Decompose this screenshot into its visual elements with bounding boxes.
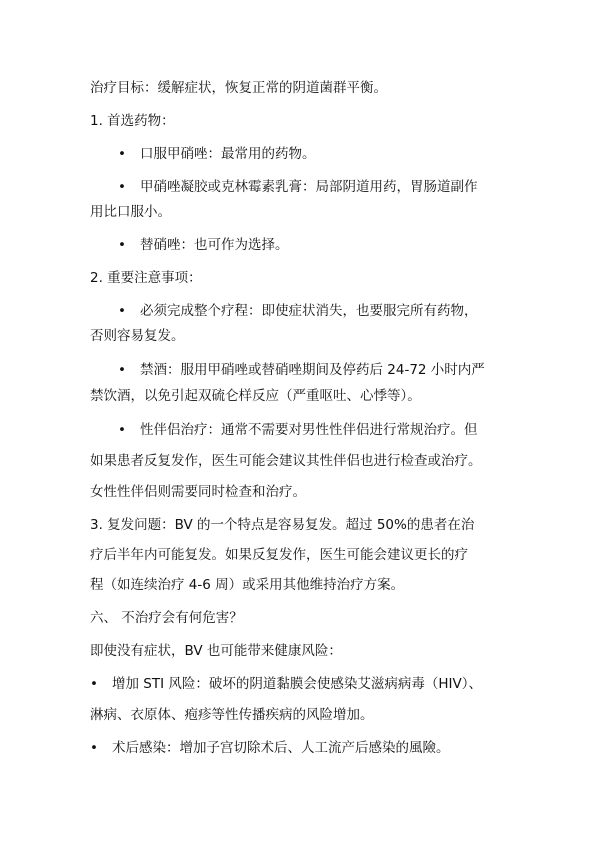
list-item-text: 性伴侣治疗：通常不需要对男性性伴侣进行常规治疗。但 — [140, 422, 478, 438]
list-item-text: 替硝唑：也可作为选择。 — [140, 237, 289, 253]
section3-line: 程（如连续治疗 4-6 周）或采用其他维持治疗方案。 — [90, 577, 405, 593]
section3-line: 疗后半年内可能复发。如果反复发作，医生可能会建议更长的疗 — [90, 547, 468, 563]
list-item-continuation: 禁饮酒，以免引起双硫仑样反应（严重呕吐、心悸等）。 — [90, 388, 421, 404]
list-item-text: 甲硝唑凝胶或克林霉素乳膏：局部阴道用药，胃肠道副作 — [140, 179, 478, 195]
bullet: • — [90, 740, 98, 756]
bullet: • — [118, 362, 126, 378]
section1-heading: 1. 首选药物： — [90, 113, 175, 129]
list-item — [118, 177, 538, 197]
list-item — [118, 144, 538, 164]
list-item-text: 禁酒：服用甲硝唑或替硝唑期间及停药后 24-72 小时内严 — [140, 362, 485, 378]
list-item — [118, 301, 538, 321]
bullet: • — [118, 179, 126, 195]
list-item-text: 必须完成整个疗程：即使症状消失，也要服完所有药物， — [140, 303, 478, 319]
list-item-continuation: 淋病、衣原体、疱疹等性传播疾病的风险增加。 — [90, 707, 374, 723]
list-item-text: 术后感染：增加子宫切除术后、人工流产后感染的風險。 — [112, 740, 450, 756]
intro-paragraph: 治疗目标：缓解症状，恢复正常的阴道菌群平衡。 — [90, 80, 387, 96]
list-item — [118, 235, 538, 255]
list-item-continuation: 如果患者反复发作，医生可能会建议其性伴侣也进行检查或治疗。 — [90, 453, 482, 469]
list-item-continuation: 女性性伴侣则需要同时检查和治疗。 — [90, 484, 306, 500]
bullet: • — [118, 146, 126, 162]
section3-line: 3. 复发问题：BV 的一个特点是容易复发。超过 50%的患者在治 — [90, 517, 475, 533]
list-item-text: 增加 STI 风险：破坏的阴道黏膜会使感染艾滋病病毒（HIV）、 — [112, 676, 482, 692]
list-item-continuation: 用比口服小。 — [90, 204, 171, 220]
list-item — [118, 420, 538, 440]
section2-heading: 2. 重要注意事项： — [90, 270, 202, 286]
bullet: • — [118, 422, 126, 438]
section6-intro: 即使没有症状，BV 也可能带来健康风险： — [90, 643, 342, 659]
list-item-text: 口服甲硝唑：最常用的药物。 — [140, 146, 316, 162]
list-item-continuation: 否则容易复发。 — [90, 328, 185, 344]
list-item — [118, 360, 538, 380]
bullet: • — [90, 676, 98, 692]
list-item — [90, 738, 510, 758]
bullet: • — [118, 303, 126, 319]
bullet: • — [118, 237, 126, 253]
section6-heading: 六、 不治疗会有何危害？ — [90, 610, 243, 626]
list-item — [90, 674, 510, 694]
